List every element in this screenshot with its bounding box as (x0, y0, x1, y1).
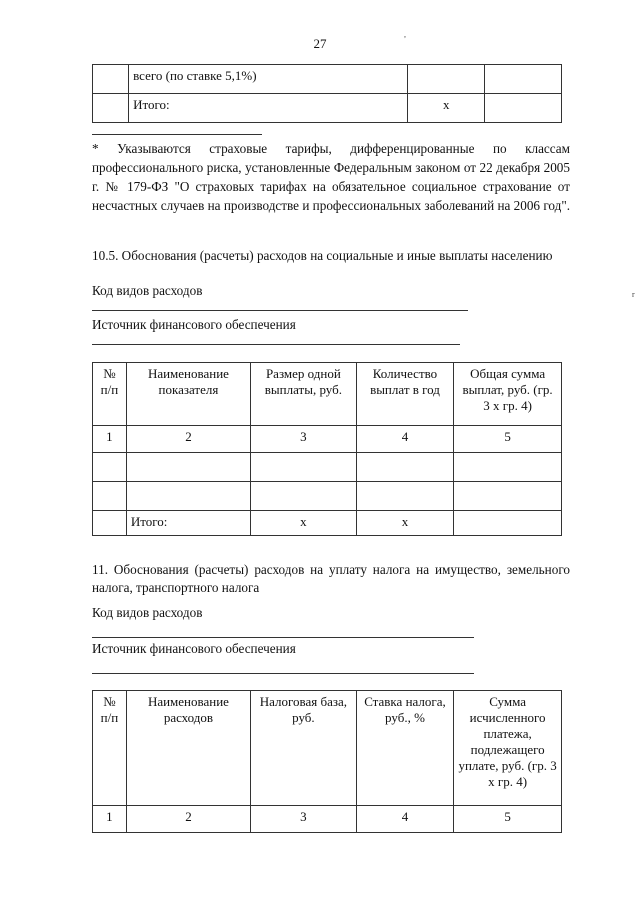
table-row (93, 65, 562, 94)
total-row: Итого: x x (93, 511, 562, 536)
insurance-table (92, 64, 562, 123)
column-numbers-row: 1 2 3 4 5 (93, 806, 562, 833)
table-header-row: № п/п Наименование расходов Налоговая база, руб. Ставка налога, руб., % Сумма исчисленного платежа, подлежащего уплате, руб. (гр. 3 х гр. 4) (93, 691, 562, 806)
source-label: Источник финансового обеспечения (92, 641, 296, 656)
tax-payments-table (92, 690, 562, 833)
code-label: Код видов расходов (92, 605, 203, 620)
table-row: Итого: x (93, 94, 562, 123)
scan-mark: , (404, 30, 406, 39)
table-header-row: № п/п Наименование показателя Размер одной выплаты, руб. Количество выплат в год Общая сумма выплат, руб. (гр. 3 х гр. 4) (93, 363, 562, 426)
row-label: Итого: (129, 94, 408, 123)
row-label: всего (по ставке 5,1%) (129, 65, 408, 94)
table-row (93, 482, 562, 511)
source-field-line (92, 673, 474, 674)
section-10-5-heading: 10.5. Обоснования (расчеты) расходов на социальные и иные выплаты населению (92, 248, 553, 263)
column-numbers-row: 1 2 3 4 5 (93, 426, 562, 453)
footnote-divider (92, 134, 262, 135)
footnote: * Указываются страховые тарифы, дифференцированные по классам профессионального риска, установленные Федеральным законом от 22 декабря 2005 г. № 179-ФЗ "О страховых тарифах на обязательное социальное страхование от несчастных случаев на производстве и профессиональных заболеваний на 2006 год". (92, 141, 571, 213)
code-label: Код видов расходов (92, 283, 203, 298)
code-field-line (92, 637, 474, 638)
source-label: Источник финансового обеспечения (92, 317, 296, 332)
source-field-line (92, 344, 460, 345)
code-field-line (92, 310, 468, 311)
section-11-heading: 11. Обоснования (расчеты) расходов на уплату налога на имущество, земельного налога, транспортного налога (92, 562, 570, 595)
table-row (93, 453, 562, 482)
page-number: 27 (313, 36, 327, 51)
scan-mark: r (632, 290, 635, 299)
social-payments-table (92, 362, 562, 536)
total-label: Итого: (126, 511, 250, 536)
